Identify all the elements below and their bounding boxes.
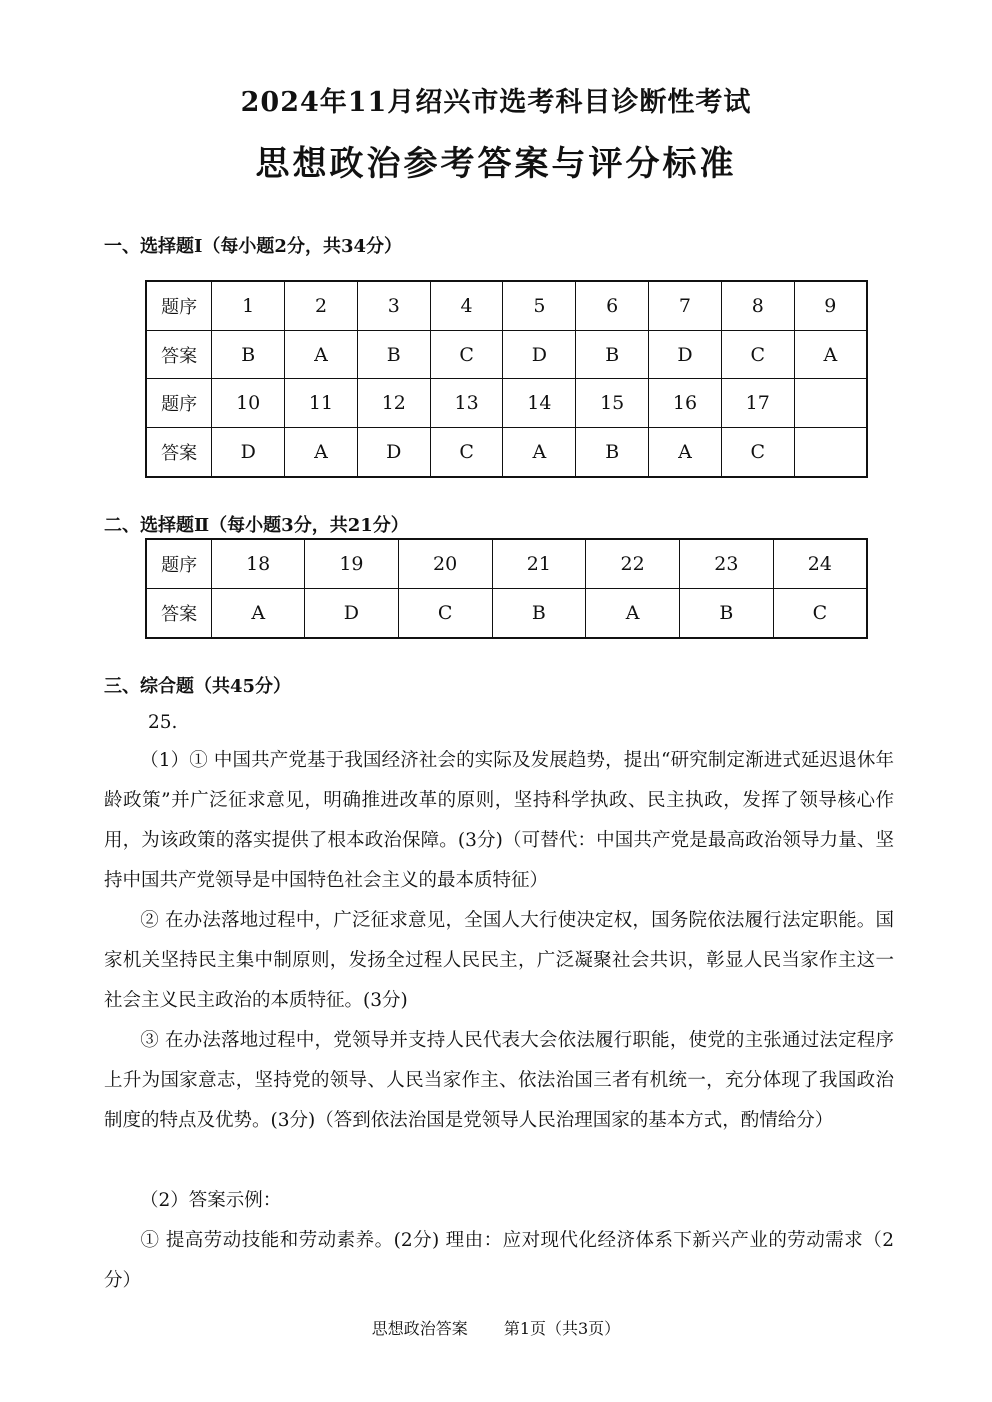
row-label: 题序: [146, 281, 212, 330]
answer-cell: C: [430, 330, 503, 379]
page-title: 2024年11月绍兴市选考科目诊断性考试: [240, 87, 752, 118]
section2-answer-table: [145, 538, 868, 639]
answer-cell: D: [305, 589, 399, 639]
answer-cell: C: [721, 330, 794, 379]
answer-cell: D: [649, 330, 722, 379]
answer-cell: A: [586, 589, 680, 639]
section1-heading: 一、选择题Ⅰ（每小题2分，共34分）: [104, 236, 402, 257]
answer-cell: D: [503, 330, 576, 379]
question-number: 13: [430, 379, 503, 428]
question-number: 5: [503, 281, 576, 330]
question-number: 18: [212, 539, 305, 589]
question-number-25: 25.: [148, 712, 178, 733]
row-label: 题序: [146, 539, 212, 589]
answer-cell: A: [285, 428, 358, 477]
question-number: 9: [794, 281, 867, 330]
answer-paragraph-4-text: （2）答案示例：: [140, 1190, 282, 1211]
answer-cell: C: [398, 589, 492, 639]
answer-paragraph-5-text: ① 提高劳动技能和劳动素养。(2分) 理由：应对现代化经济体系下新兴产业的劳动需求（2分）: [104, 1230, 894, 1291]
question-number: 24: [773, 539, 867, 589]
answer-paragraph-2: [104, 901, 894, 1021]
footer-subject: 思想政治答案: [371, 1319, 468, 1338]
question-number: 21: [492, 539, 586, 589]
question-number: 11: [285, 379, 358, 428]
answer-paragraph-4: [104, 1181, 894, 1221]
question-number: 10: [212, 379, 285, 428]
section1-answer-table: [145, 280, 868, 478]
row-label: 题序: [146, 379, 212, 428]
answer-cell: [794, 428, 867, 477]
table-row: [146, 379, 867, 428]
question-number: 12: [357, 379, 430, 428]
answer-cell: D: [212, 428, 285, 477]
answer-cell: B: [492, 589, 586, 639]
question-number: 15: [576, 379, 649, 428]
answer-cell: D: [357, 428, 430, 477]
table-row: [146, 539, 867, 589]
question-number: 14: [503, 379, 576, 428]
table-row: [146, 589, 867, 639]
answer-cell: A: [794, 330, 867, 379]
question-number: 17: [721, 379, 794, 428]
answer-cell: B: [576, 428, 649, 477]
answer-cell: C: [430, 428, 503, 477]
answer-cell: C: [721, 428, 794, 477]
answer-paragraph-3-text: ③ 在办法落地过程中，党领导并支持人民代表大会依法履行职能，使党的主张通过法定程序上升为国家意志，坚持党的领导、人民当家作主、依法治国三者有机统一，充分体现了我国政治制度的特点及优势。(3分)（答到依法治国是党领导人民治理国家的基本方式，酌情给分）: [104, 1030, 894, 1131]
question-number: 22: [586, 539, 680, 589]
question-number: [794, 379, 867, 428]
table-row: [146, 330, 867, 379]
question-number: 16: [649, 379, 722, 428]
answer-cell: A: [285, 330, 358, 379]
row-label: 答案: [146, 589, 212, 639]
question-number: 8: [721, 281, 794, 330]
table-row: [146, 428, 867, 477]
question-number: 20: [398, 539, 492, 589]
answer-cell: C: [773, 589, 867, 639]
question-number: 7: [649, 281, 722, 330]
footer-page-number: 第1页（共3页）: [503, 1319, 621, 1338]
answer-cell: B: [679, 589, 773, 639]
section3-heading: 三、综合题（共45分）: [104, 676, 292, 697]
answer-paragraph-3: [104, 1021, 894, 1141]
answer-paragraph-2-text: ② 在办法落地过程中，广泛征求意见，全国人大行使决定权，国务院依法履行法定职能。国家机关坚持民主集中制原则，发扬全过程人民民主，广泛凝聚社会共识，彰显人民当家作主这一社会主义民主政治的本质特征。(3分): [104, 910, 894, 1011]
question-number: 1: [212, 281, 285, 330]
answer-cell: B: [212, 330, 285, 379]
question-number: 3: [357, 281, 430, 330]
answer-cell: B: [357, 330, 430, 379]
page-subtitle: 思想政治参考答案与评分标准: [255, 144, 737, 184]
table-row: [146, 281, 867, 330]
answer-cell: A: [649, 428, 722, 477]
row-label: 答案: [146, 428, 212, 477]
page-footer: [0, 1316, 992, 1339]
answer-paragraph-1-text: （1）① 中国共产党基于我国经济社会的实际及发展趋势，提出“研究制定渐进式延迟退休年龄政策”并广泛征求意见，明确推进改革的原则，坚持科学执政、民主执政，发挥了领导核心作用，为该政策的落实提供了根本政治保障。(3分)（可替代：中国共产党是最高政治领导力量、坚持中国共产党领导是中国特色社会主义的最本质特征）: [104, 750, 894, 891]
answer-paragraph-1: [104, 741, 894, 901]
answer-cell: B: [576, 330, 649, 379]
section2-heading: 二、选择题Ⅱ（每小题3分，共21分）: [104, 515, 409, 536]
question-number: 6: [576, 281, 649, 330]
question-number: 23: [679, 539, 773, 589]
question-number: 2: [285, 281, 358, 330]
answer-cell: A: [503, 428, 576, 477]
question-number: 4: [430, 281, 503, 330]
question-number: 19: [305, 539, 399, 589]
answer-paragraph-5: [104, 1221, 894, 1301]
answer-cell: A: [212, 589, 305, 639]
row-label: 答案: [146, 330, 212, 379]
